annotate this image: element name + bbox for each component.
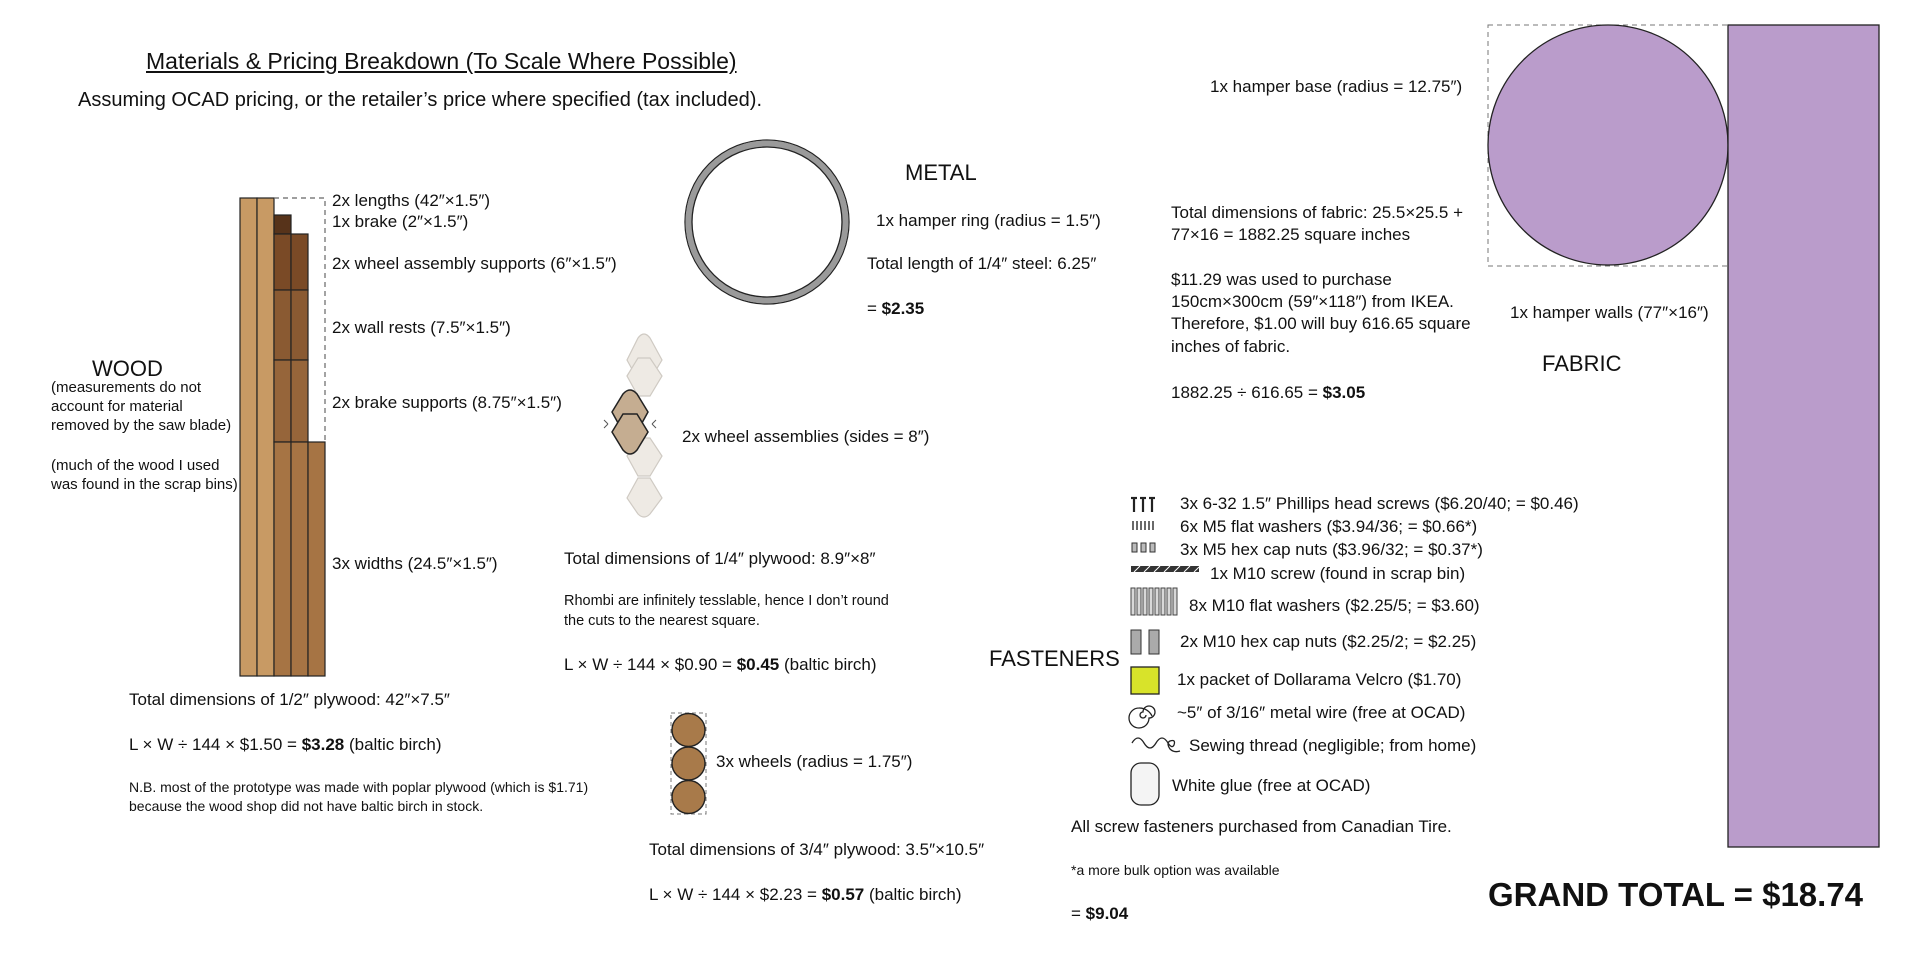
fastener-item-glue: White glue (free at OCAD) — [1172, 776, 1371, 795]
fabric-calc: 1882.25 ÷ 616.65 = — [1171, 383, 1323, 402]
white-glue-icon — [1131, 763, 1159, 805]
fasteners-price-line — [1071, 904, 1128, 924]
wood-length-piece — [257, 198, 274, 676]
page-title: Materials & Pricing Breakdown (To Scale Where Possible) — [146, 48, 737, 74]
wheel-assembly-formula: L × W ÷ 144 × $0.90 = — [564, 655, 737, 674]
fastener-item-phillips-screws: 3x 6-32 1.5″ Phillips head screws ($6.20/40; = $0.46) — [1180, 494, 1579, 513]
wood-note-line: was found in the scrap bins) — [51, 476, 238, 493]
fabric-purchase-line: 150cm×300cm (59″×118″) from IKEA. — [1171, 292, 1454, 311]
fabric-walls-label: 1x hamper walls (77″×16″) — [1510, 303, 1709, 322]
m10-screw-icon — [1131, 566, 1199, 572]
wood-support-piece — [274, 234, 291, 290]
metal-ring-label: 1x hamper ring (radius = 1.5″) — [876, 211, 1101, 230]
metal-price: $2.35 — [881, 299, 925, 318]
wood-price-line — [129, 735, 442, 755]
wood-note-line: removed by the saw blade) — [51, 417, 232, 434]
fabric-purchase-line: Therefore, $1.00 will buy 616.65 square — [1171, 314, 1471, 333]
phillips-screw-icon — [1131, 498, 1155, 512]
fastener-item-m5-nuts: 3x M5 hex cap nuts ($3.96/32; = $0.37*) — [1180, 540, 1483, 559]
wheel-assembly-total-dimensions: Total dimensions of 1/4″ plywood: 8.9″×8″ — [564, 549, 876, 568]
wood-nb-line: because the wood shop did not have baltic birch in stock. — [129, 798, 484, 814]
wood-brake-support-piece — [274, 360, 291, 442]
m5-hex-nut-icon — [1132, 543, 1155, 552]
metal-price-line — [867, 299, 924, 319]
fastener-item-m10-screw: 1x M10 screw (found in scrap bin) — [1210, 564, 1466, 583]
fastener-item-m10-washers: 8x M10 flat washers ($2.25/5; = $3.60) — [1189, 596, 1480, 615]
wheels-formula: L × W ÷ 144 × $2.23 = — [649, 885, 822, 904]
wheel-assembly-label: 2x wheel assemblies (sides = 8″) — [682, 427, 930, 446]
wood-part-brake-supports: 2x brake supports (8.75″×1.5″) — [332, 393, 562, 412]
wood-width-piece — [308, 442, 325, 676]
wood-part-lengths: 2x lengths (42″×1.5″) — [332, 191, 491, 210]
fabric-purchase-line: inches of fabric. — [1171, 337, 1291, 356]
fasteners-section-label: FASTENERS — [989, 646, 1120, 671]
wood-brake-piece — [274, 215, 291, 234]
grand-total: GRAND TOTAL = $18.74 — [1488, 876, 1864, 913]
wood-part-wall-rests: 2x wall rests (7.5″×1.5″) — [332, 318, 511, 337]
wheel-assembly-note: the cuts to the nearest square. — [564, 613, 760, 629]
wheel-shape — [672, 714, 705, 747]
fastener-item-m10-nuts: 2x M10 hex cap nuts ($2.25/2; = $2.25) — [1180, 632, 1477, 651]
velcro-icon — [1131, 667, 1159, 694]
wheels-price: $0.57 — [821, 885, 865, 904]
wheels-total-dimensions: Total dimensions of 3/4″ plywood: 3.5″×10.5″ — [649, 840, 985, 859]
wood-brake-support-piece — [291, 360, 308, 442]
wood-note-line: (much of the wood I used — [51, 457, 220, 474]
wood-total-dimensions: Total dimensions of 1/2″ plywood: 42″×7.5″ — [129, 690, 450, 709]
wheel-assembly-material: (baltic birch) — [779, 655, 877, 674]
wood-part-wheel-supports: 2x wheel assembly supports (6″×1.5″) — [332, 254, 617, 273]
metal-equals: = — [867, 299, 882, 318]
wheel-assembly-note: Rhombi are infinitely tesslable, hence I don’t round — [564, 593, 889, 609]
wood-length-piece — [240, 198, 257, 676]
wood-wall-rest-piece — [274, 290, 291, 360]
wheel-assembly-price-line — [564, 655, 877, 675]
fasteners-footnote: *a more bulk option was available — [1071, 862, 1280, 878]
wheel-assembly-ghost — [627, 478, 662, 517]
sewing-thread-icon — [1132, 738, 1180, 752]
fabric-total-line: Total dimensions of fabric: 25.5×25.5 + — [1171, 203, 1464, 222]
fabric-base-label: 1x hamper base (radius = 12.75″) — [1210, 77, 1463, 96]
hamper-base-shape — [1488, 25, 1728, 265]
fasteners-source: All screw fasteners purchased from Canadian Tire. — [1071, 817, 1452, 836]
wheel-assembly-price: $0.45 — [736, 655, 780, 674]
fabric-diagram — [1480, 20, 1890, 850]
wheel-shape — [672, 747, 705, 780]
m5-washer-icon — [1133, 521, 1153, 530]
wood-nb-line: N.B. most of the prototype was made with poplar plywood (which is $1.71) — [129, 779, 589, 795]
hamper-walls-shape — [1728, 25, 1879, 847]
wheels-diagram — [670, 712, 710, 816]
wood-note-line: account for material — [51, 398, 183, 415]
wood-section-label: WOOD — [92, 356, 163, 381]
metal-section-label: METAL — [905, 160, 977, 185]
wheels-material: (baltic birch) — [864, 885, 962, 904]
wood-formula: L × W ÷ 144 × $1.50 = — [129, 735, 302, 754]
arrow-icon — [652, 420, 656, 428]
fabric-purchase-line: $11.29 was used to purchase — [1171, 270, 1392, 289]
wood-material: (baltic birch) — [344, 735, 442, 754]
fasteners-price: $9.04 — [1085, 904, 1129, 923]
wood-width-piece — [291, 442, 308, 676]
fastener-item-m5-washers: 6x M5 flat washers ($3.94/36; = $0.66*) — [1180, 517, 1478, 536]
fasteners-equals: = — [1071, 904, 1086, 923]
fabric-section-label: FABRIC — [1542, 351, 1622, 376]
wood-part-widths: 3x widths (24.5″×1.5″) — [332, 554, 498, 573]
wheels-label: 3x wheels (radius = 1.75″) — [716, 752, 913, 771]
wood-support-piece — [291, 234, 308, 290]
wheel-shape — [672, 781, 705, 814]
wheels-price-line — [649, 885, 962, 905]
fabric-price-line — [1171, 383, 1365, 403]
wood-wall-rest-piece — [291, 290, 308, 360]
wood-note-line: (measurements do not — [51, 379, 202, 396]
fastener-item-wire: ~5″ of 3/16″ metal wire (free at OCAD) — [1177, 703, 1466, 722]
page-subtitle: Assuming OCAD pricing, or the retailer’s price where specified (tax included). — [78, 89, 762, 111]
fabric-total-line: 77×16 = 1882.25 square inches — [1171, 225, 1411, 244]
fastener-item-thread: Sewing thread (negligible; from home) — [1189, 736, 1477, 755]
hamper-ring-diagram — [680, 135, 854, 309]
m10-washer-icon — [1131, 588, 1177, 615]
metal-length: Total length of 1/4″ steel: 6.25″ — [867, 254, 1097, 273]
arrow-icon — [604, 420, 608, 428]
m10-hex-nut-icon — [1131, 630, 1159, 654]
wood-price: $3.28 — [301, 735, 345, 754]
fastener-item-velcro: 1x packet of Dollarama Velcro ($1.70) — [1177, 670, 1462, 689]
wood-pieces-diagram — [240, 198, 340, 680]
fabric-price: $3.05 — [1322, 383, 1366, 402]
hamper-ring-fill — [689, 144, 846, 301]
wood-width-piece — [274, 442, 291, 676]
wood-part-brake: 1x brake (2″×1.5″) — [332, 212, 469, 231]
wire-spiral-icon — [1129, 706, 1155, 728]
